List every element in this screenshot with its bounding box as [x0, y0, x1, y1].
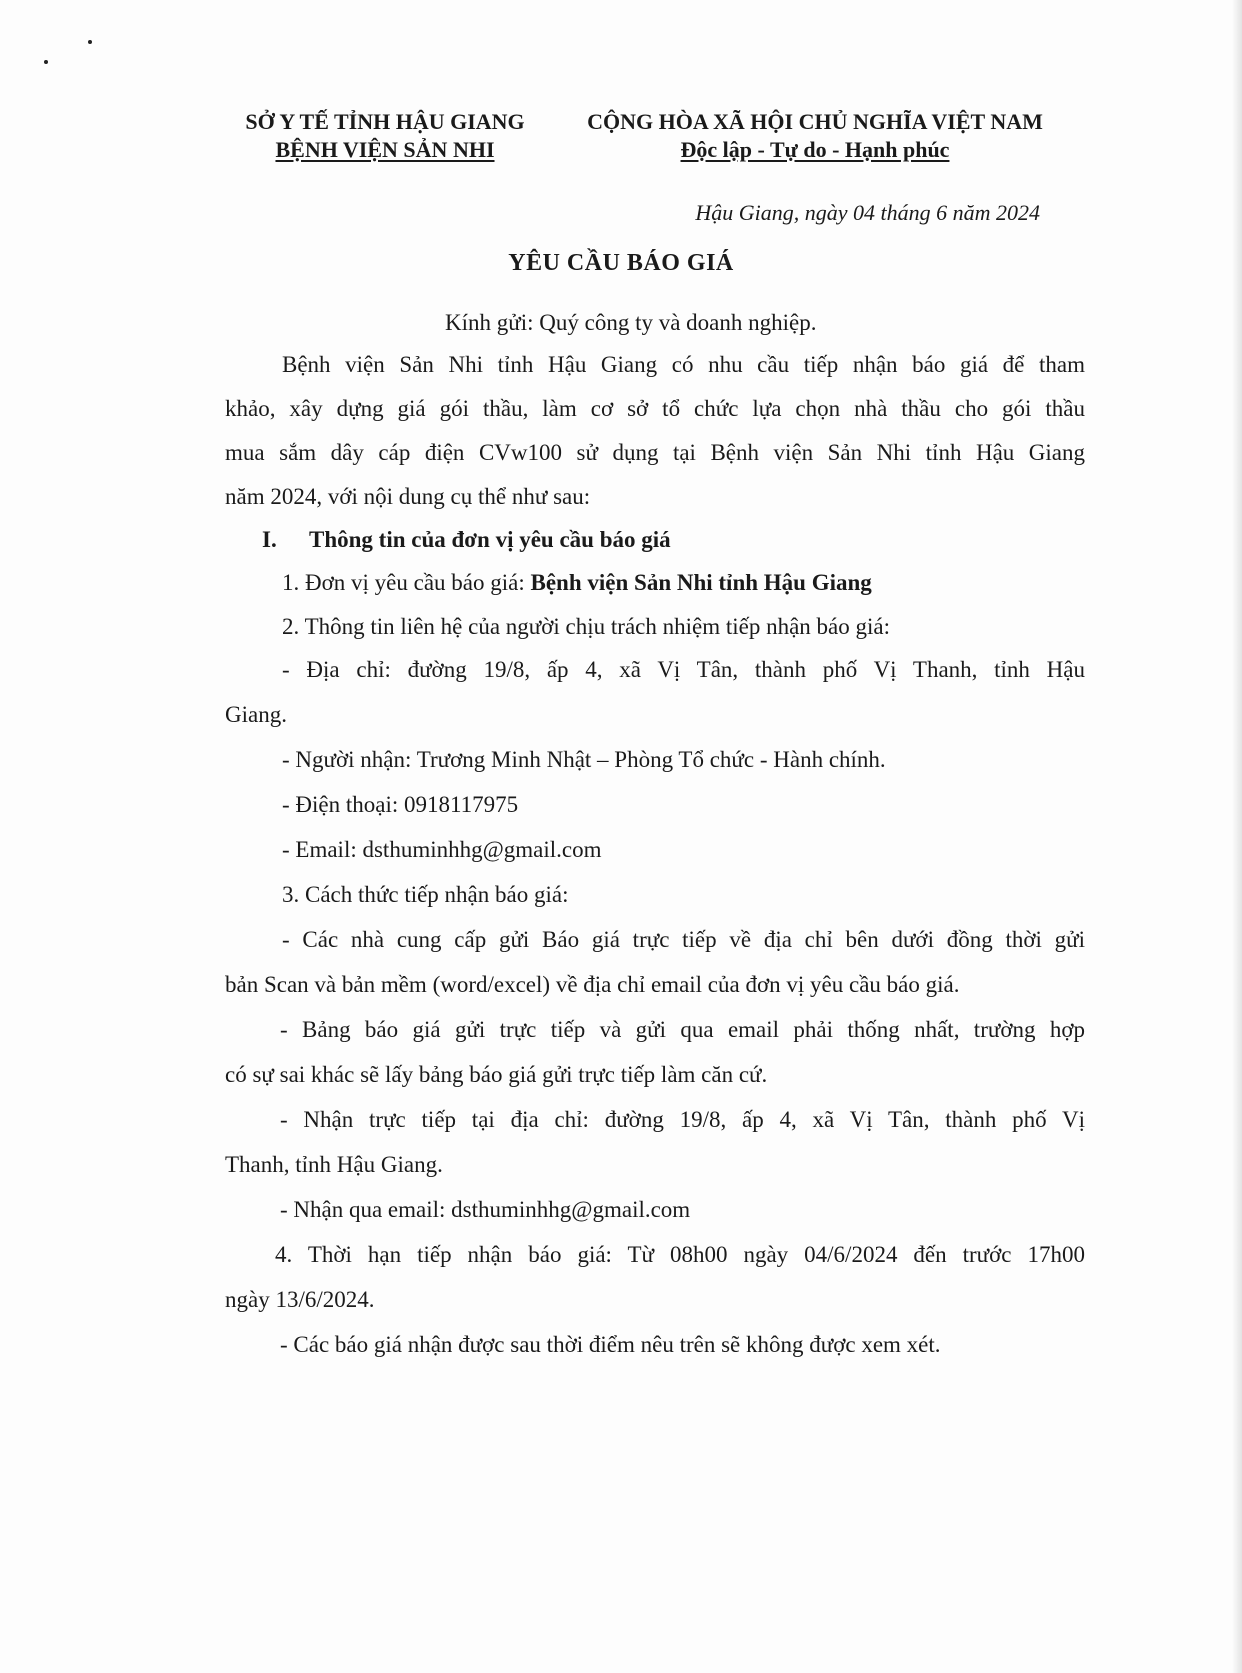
method-4: - Nhận qua email: dsthuminhhg@gmail.com: [280, 1197, 691, 1222]
document-date: Hậu Giang, ngày 04 tháng 6 năm 2024: [695, 200, 1040, 225]
national-motto: [565, 136, 1065, 164]
greeting: Kính gửi: Quý công ty và doanh nghiệp.: [445, 310, 817, 335]
item-1-value: Bệnh viện Sản Nhi tỉnh Hậu Giang: [530, 570, 872, 595]
recipient-line: - Người nhận: Trương Minh Nhật – Phòng Tổ chức - Hành chính.: [282, 747, 886, 772]
agency-parent: SỞ Y TẾ TỈNH HẬU GIANG: [245, 109, 525, 134]
method-2-line-1: - Bảng báo giá gửi trực tiếp và gửi qua email phải thống nhất, trường hợp: [280, 1017, 1085, 1042]
method-2-line-2: có sự sai khác sẽ lấy bảng báo giá gửi trực tiếp làm căn cứ.: [225, 1062, 768, 1087]
item-3: 3. Cách thức tiếp nhận báo giá:: [282, 882, 569, 907]
address-line-2: Giang.: [225, 702, 287, 727]
method-1-line-2: bản Scan và bản mềm (word/excel) về địa chỉ email của đơn vị yêu cầu báo giá.: [225, 972, 960, 997]
section-heading-number: I.: [262, 527, 277, 552]
intro-line-4: năm 2024, với nội dung cụ thể như sau:: [225, 484, 591, 509]
national-title: CỘNG HÒA XÃ HỘI CHỦ NGHĨA VIỆT NAM: [587, 109, 1043, 134]
agency-name-text: BỆNH VIỆN SẢN NHI: [275, 137, 495, 162]
intro-line-2: khảo, xây dựng giá gói thầu, làm cơ sở tổ chức lựa chọn nhà thầu cho gói thầu: [225, 396, 1085, 421]
method-1-line-1: - Các nhà cung cấp gửi Báo giá trực tiếp về địa chỉ bên dưới đồng thời gửi: [282, 927, 1085, 952]
phone-line: - Điện thoại: 0918117975: [282, 792, 519, 817]
intro-line-1: Bệnh viện Sản Nhi tỉnh Hậu Giang có nhu cầu tiếp nhận báo giá để tham: [282, 352, 1085, 377]
scan-speck: [88, 40, 92, 44]
method-3-line-2: Thanh, tỉnh Hậu Giang.: [225, 1152, 443, 1177]
scan-speck: [44, 60, 48, 64]
document-title: YÊU CẦU BÁO GIÁ: [508, 250, 734, 276]
agency-name: [230, 136, 540, 164]
deadline-note: - Các báo giá nhận được sau thời điểm nêu trên sẽ không được xem xét.: [280, 1332, 941, 1357]
item-1-label: 1. Đơn vị yêu cầu báo giá:: [282, 570, 531, 595]
item-1: [282, 568, 872, 598]
item-4-line-1: 4. Thời hạn tiếp nhận báo giá: Từ 08h00 ngày 04/6/2024 đến trước 17h00: [275, 1242, 1085, 1267]
method-3-line-1: - Nhận trực tiếp tại địa chỉ: đường 19/8, ấp 4, xã Vị Tân, thành phố Vị: [280, 1107, 1085, 1132]
email-line: - Email: dsthuminhhg@gmail.com: [282, 837, 602, 862]
national-motto-text: Độc lập - Tự do - Hạnh phúc: [680, 137, 950, 162]
address-line-1: - Địa chỉ: đường 19/8, ấp 4, xã Vị Tân, thành phố Vị Thanh, tỉnh Hậu: [282, 657, 1085, 682]
national-header: [565, 108, 1065, 164]
agency-header: [230, 108, 540, 164]
item-4-line-2: ngày 13/6/2024.: [225, 1287, 375, 1312]
intro-line-3: mua sắm dây cáp điện CVw100 sử dụng tại Bệnh viện Sản Nhi tỉnh Hậu Giang: [225, 440, 1085, 465]
section-heading: Thông tin của đơn vị yêu cầu báo giá: [309, 527, 671, 552]
item-2: 2. Thông tin liên hệ của người chịu trách nhiệm tiếp nhận báo giá:: [282, 614, 890, 639]
